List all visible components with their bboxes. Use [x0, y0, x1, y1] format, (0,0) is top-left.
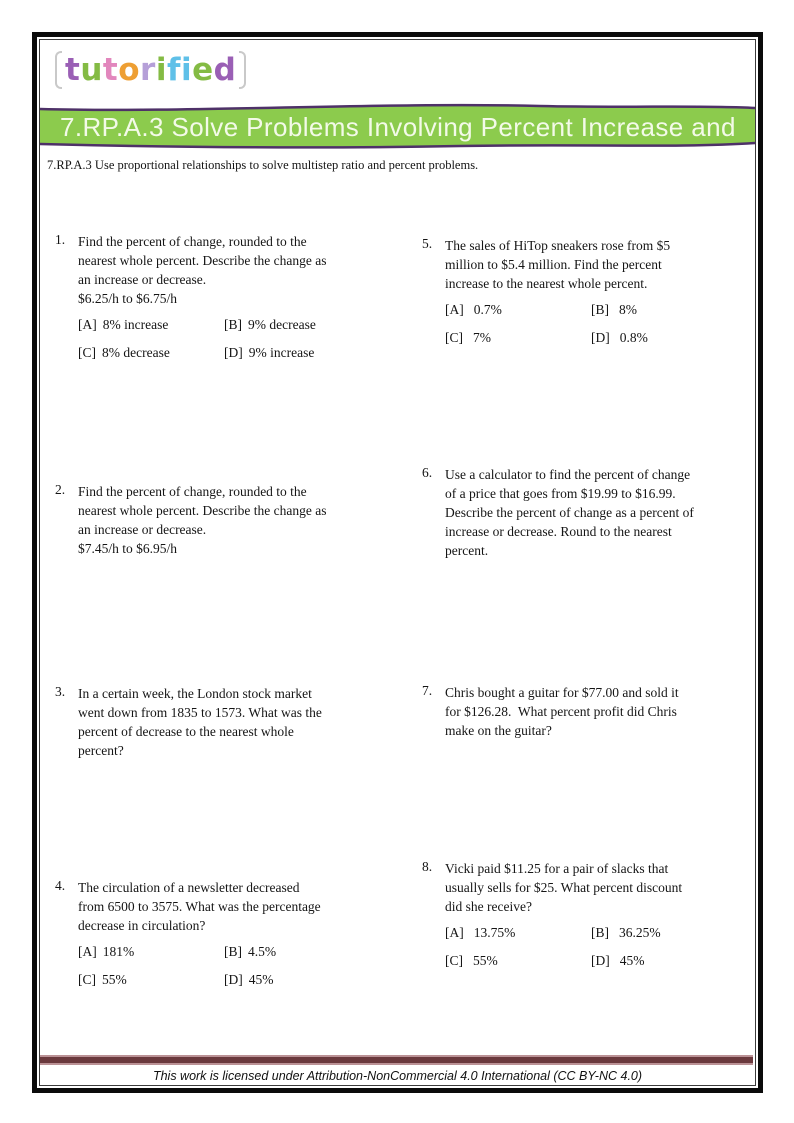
option-c — [78, 343, 224, 362]
question-text-line: an increase or decrease. — [78, 272, 207, 287]
question-text-line: In a certain week, the London stock market — [78, 686, 312, 701]
question-number: 6. — [422, 465, 433, 480]
question-text-line: nearest whole percent. Describe the change as — [78, 503, 327, 518]
option-c — [445, 951, 591, 970]
option-label: [D] — [591, 330, 610, 345]
question-text-line: for $126.28. What percent profit did Chris — [445, 704, 677, 719]
option-value: 7% — [473, 330, 491, 345]
question-number: 4. — [55, 878, 66, 893]
question-text-line: an increase or decrease. — [78, 522, 207, 537]
option-b — [591, 923, 756, 942]
option-b — [224, 315, 395, 334]
option-label: [C] — [445, 953, 463, 968]
footer-divider — [40, 1055, 753, 1065]
question-text-line: percent of decrease to the nearest whole — [78, 724, 294, 739]
question-text-line: usually sells for $25. What percent discount — [445, 880, 683, 895]
option-label: [D] — [224, 345, 243, 360]
option-value: 181% — [102, 944, 135, 959]
question-7 — [422, 683, 756, 740]
option-label: [C] — [445, 330, 463, 345]
answer-options — [78, 315, 395, 362]
question-text-line: from 6500 to 3575. What was the percentage — [78, 899, 321, 914]
option-value: 45% — [248, 972, 274, 987]
question-text-line: percent. — [445, 543, 489, 558]
option-value: 55% — [102, 972, 127, 987]
question-5 — [422, 236, 756, 347]
question-text-line: nearest whole percent. Describe the change as — [78, 253, 327, 268]
question-text-line: The circulation of a newsletter decreased — [78, 880, 300, 895]
option-value: 9% decrease — [248, 317, 316, 332]
option-b — [591, 300, 756, 319]
option-label: [A] — [445, 302, 464, 317]
title-banner — [40, 100, 755, 152]
option-label: [B] — [591, 302, 609, 317]
answer-options — [78, 942, 395, 989]
question-3 — [55, 684, 395, 760]
option-value: 55% — [473, 953, 498, 968]
question-2 — [55, 482, 395, 558]
question-text-line: did she receive? — [445, 899, 532, 914]
question-number: 3. — [55, 684, 66, 699]
option-label: [B] — [591, 925, 609, 940]
page-title: 7.RP.A.3 Solve Problems Involving Percent Increase and — [60, 112, 736, 142]
option-a — [78, 315, 224, 334]
option-label: [B] — [224, 944, 242, 959]
option-a — [445, 300, 591, 319]
option-c — [78, 970, 224, 989]
option-d — [591, 328, 756, 347]
option-value: 13.75% — [473, 925, 516, 940]
logo-bracket-right-icon — [239, 51, 246, 89]
logo-bracket-left-icon — [55, 51, 62, 89]
option-label: [A] — [78, 317, 97, 332]
question-text-line: Describe the percent of change as a percent of — [445, 505, 694, 520]
question-number: 8. — [422, 859, 433, 874]
option-d — [224, 343, 395, 362]
question-number: 7. — [422, 683, 433, 698]
option-b — [224, 942, 395, 961]
option-value: 36.25% — [619, 925, 661, 940]
logo — [55, 48, 246, 92]
answer-options — [445, 300, 756, 347]
footer-license: This work is licensed under Attribution-NonCommercial 4.0 International (CC BY-NC 4.0) — [152, 1069, 643, 1083]
option-label: [B] — [224, 317, 242, 332]
question-text-line: million to $5.4 million. Find the percent — [445, 257, 662, 272]
question-text-line: decrease in circulation? — [78, 918, 206, 933]
question-text-line: Find the percent of change, rounded to the — [78, 484, 307, 499]
standard-description: 7.RP.A.3 Use proportional relationships to solve multistep ratio and percent problems. — [47, 158, 479, 172]
option-a — [78, 942, 224, 961]
question-text-line: Use a calculator to find the percent of change — [445, 467, 691, 482]
question-8 — [422, 859, 756, 970]
question-text-line: Chris bought a guitar for $77.00 and sold it — [445, 685, 679, 700]
logo-text: tutorified — [65, 51, 237, 88]
question-text-line: Find the percent of change, rounded to the — [78, 234, 307, 249]
question-text-line: $7.45/h to $6.95/h — [78, 541, 178, 556]
option-value: 0.7% — [473, 302, 502, 317]
worksheet-page — [39, 39, 756, 1086]
question-text-line: make on the guitar? — [445, 723, 552, 738]
question-text-line: Vicki paid $11.25 for a pair of slacks that — [445, 861, 669, 876]
option-d — [224, 970, 395, 989]
option-value: 45% — [619, 953, 645, 968]
question-text-line: The sales of HiTop sneakers rose from $5 — [445, 238, 671, 253]
option-label: [C] — [78, 972, 96, 987]
option-label: [D] — [224, 972, 243, 987]
question-number: 2. — [55, 482, 66, 497]
option-value: 8% decrease — [102, 345, 170, 360]
option-label: [A] — [78, 944, 97, 959]
option-value: 8% — [619, 302, 637, 317]
question-text-line: of a price that goes from $19.99 to $16.99. — [445, 486, 676, 501]
option-a — [445, 923, 591, 942]
option-label: [D] — [591, 953, 610, 968]
question-text-line: $6.25/h to $6.75/h — [78, 291, 178, 306]
question-text-line: increase to the nearest whole percent. — [445, 276, 648, 291]
option-label: [A] — [445, 925, 464, 940]
answer-options — [445, 923, 756, 970]
question-4 — [55, 878, 395, 989]
option-value: 0.8% — [619, 330, 648, 345]
question-number: 1. — [55, 232, 66, 247]
option-value: 9% increase — [248, 345, 315, 360]
option-value: 4.5% — [248, 944, 277, 959]
question-text-line: increase or decrease. Round to the nearest — [445, 524, 672, 539]
option-c — [445, 328, 591, 347]
question-text-line: went down from 1835 to 1573. What was the — [78, 705, 322, 720]
question-text-line: percent? — [78, 743, 124, 758]
option-value: 8% increase — [102, 317, 169, 332]
option-d — [591, 951, 756, 970]
question-6 — [422, 465, 756, 560]
question-number: 5. — [422, 236, 433, 251]
question-1 — [55, 232, 395, 362]
option-label: [C] — [78, 345, 96, 360]
page-frame — [32, 32, 763, 1093]
